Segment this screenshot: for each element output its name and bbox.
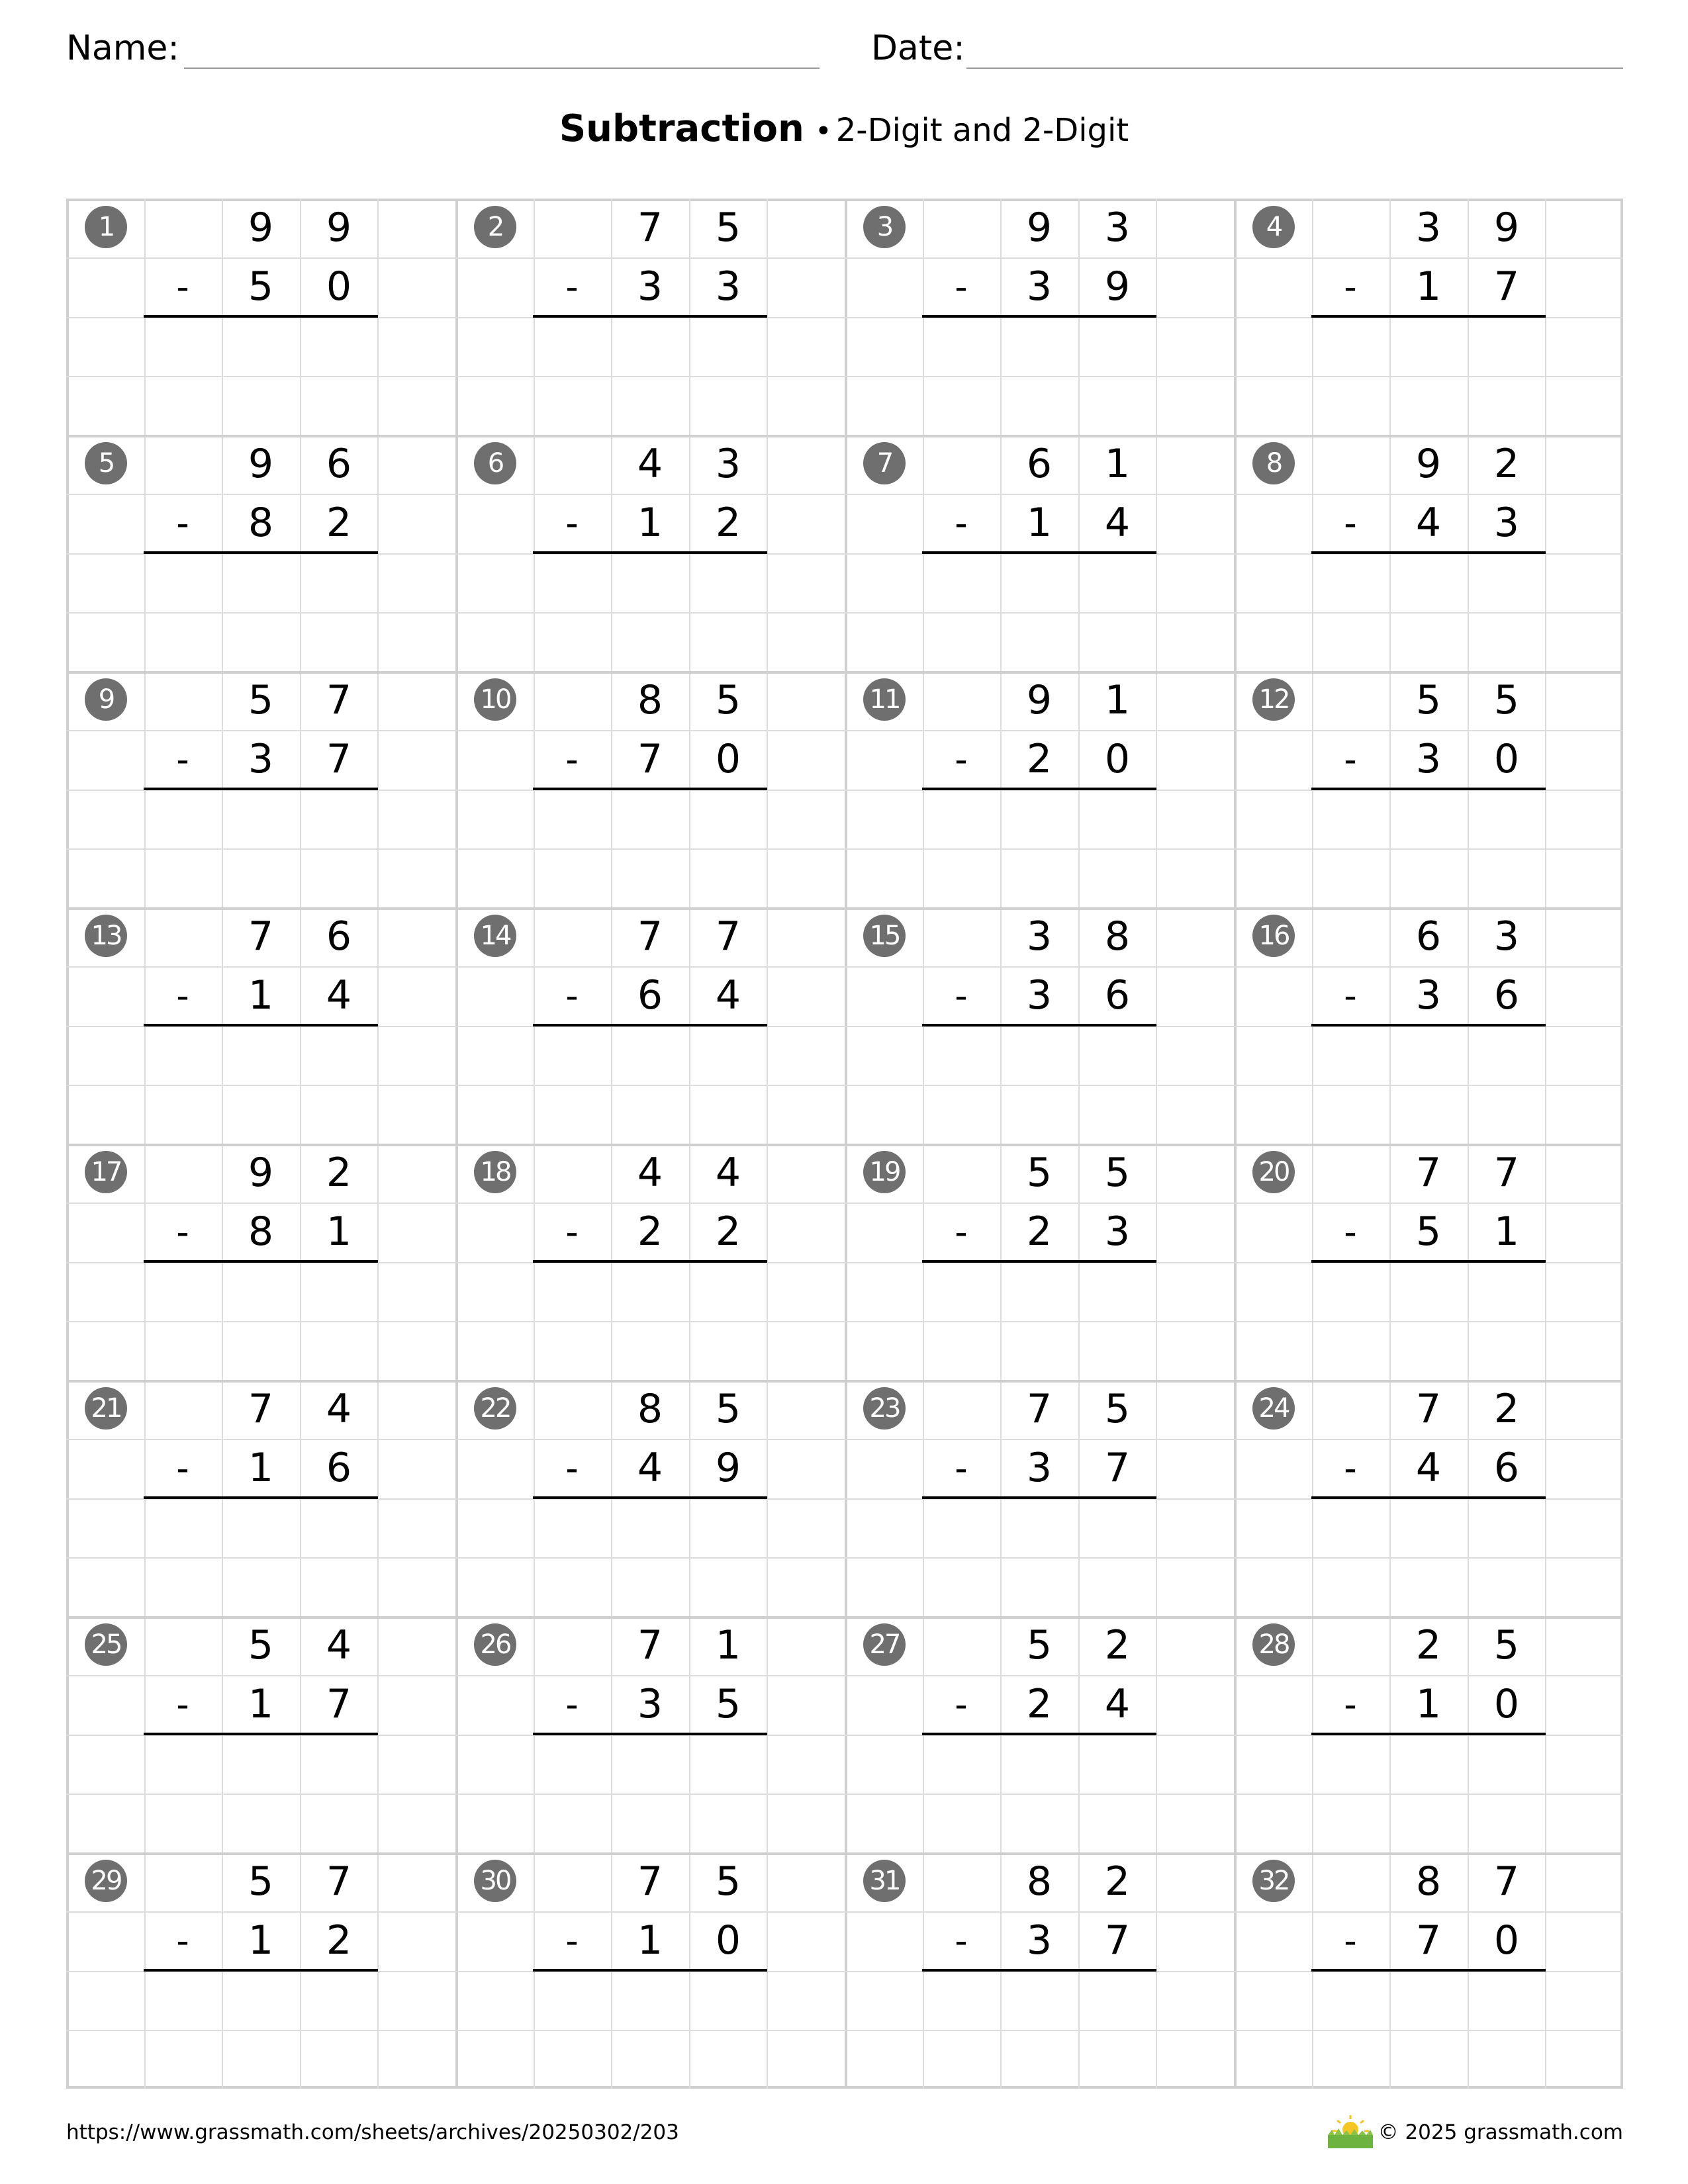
answer-area[interactable]	[144, 318, 378, 430]
minuend-ones-digit: 7	[326, 1858, 352, 1905]
problem-6	[455, 435, 845, 671]
answer-area[interactable]	[533, 1499, 767, 1612]
subtrahend-ones-digit: 7	[326, 736, 352, 782]
grass-sun-logo-icon	[1325, 2113, 1376, 2150]
subtrahend-ones-digit: 4	[715, 972, 741, 1019]
answer-area[interactable]	[533, 1735, 767, 1848]
minuend-tens-digit: 7	[1415, 1150, 1442, 1196]
subtrahend-tens-digit: 3	[637, 263, 663, 310]
subtrahend-tens-digit: 1	[1026, 500, 1053, 546]
subtrahend-ones-digit: 5	[715, 1681, 741, 1727]
answer-area[interactable]	[1311, 790, 1546, 903]
minus-sign: -	[565, 502, 579, 544]
subtrahend-ones-digit: 7	[326, 1681, 352, 1727]
title-main: Subtraction	[559, 107, 804, 150]
minuend-ones-digit: 5	[1493, 677, 1520, 723]
minuend-ones-digit: 3	[1493, 913, 1520, 960]
minus-sign: -	[176, 739, 189, 780]
problem-number-badge: 8	[1252, 442, 1295, 484]
subtrahend-tens-digit: 1	[248, 972, 274, 1019]
problem-number-badge: 10	[474, 678, 516, 721]
minuend-ones-digit: 2	[1104, 1858, 1131, 1905]
subtrahend-ones-digit: 0	[715, 736, 741, 782]
minus-sign: -	[176, 1211, 189, 1253]
answer-area[interactable]	[1311, 1735, 1546, 1848]
subtrahend-ones-digit: 2	[326, 1917, 352, 1964]
problem-28	[1234, 1616, 1623, 1852]
answer-area[interactable]	[922, 1499, 1156, 1612]
problem-number-badge: 1	[85, 206, 127, 248]
minus-sign: -	[1344, 1447, 1357, 1489]
minus-sign: -	[176, 1684, 189, 1725]
answer-area[interactable]	[144, 554, 378, 666]
subtrahend-ones-digit: 4	[326, 972, 352, 1019]
problem-number-badge: 14	[474, 915, 516, 957]
answer-area[interactable]	[1311, 1972, 1546, 2084]
subtrahend-ones-digit: 0	[1104, 736, 1131, 782]
problem-18	[455, 1144, 845, 1380]
subtrahend-ones-digit: 3	[1104, 1208, 1131, 1255]
problem-number-badge: 16	[1252, 915, 1295, 957]
subtrahend-ones-digit: 0	[1493, 1917, 1520, 1964]
problem-16	[1234, 907, 1623, 1144]
problem-number-badge: 19	[863, 1151, 906, 1193]
minus-sign: -	[565, 1684, 579, 1725]
minuend-ones-digit: 1	[1104, 677, 1131, 723]
subtrahend-tens-digit: 3	[1415, 972, 1442, 1019]
name-label: Name:	[66, 28, 179, 68]
date-line[interactable]	[966, 68, 1623, 69]
problem-10	[455, 671, 845, 907]
subtrahend-ones-digit: 7	[1104, 1445, 1131, 1491]
answer-area[interactable]	[1311, 1026, 1546, 1139]
minuend-ones-digit: 2	[1493, 441, 1520, 487]
problem-27	[845, 1616, 1234, 1852]
problem-number-badge: 31	[863, 1860, 906, 1902]
subtrahend-tens-digit: 5	[1415, 1208, 1442, 1255]
minuend-tens-digit: 7	[637, 1622, 663, 1668]
minus-sign: -	[565, 1920, 579, 1962]
answer-area[interactable]	[533, 318, 767, 430]
subtrahend-tens-digit: 1	[1415, 1681, 1442, 1727]
problem-9	[66, 671, 455, 907]
minus-sign: -	[955, 266, 968, 308]
minuend-tens-digit: 6	[1026, 441, 1053, 487]
minuend-ones-digit: 3	[1104, 205, 1131, 251]
problem-number-badge: 7	[863, 442, 906, 484]
minuend-tens-digit: 5	[248, 677, 274, 723]
subtrahend-tens-digit: 3	[1026, 1445, 1053, 1491]
subtrahend-tens-digit: 6	[637, 972, 663, 1019]
answer-area[interactable]	[1311, 318, 1546, 430]
problem-17	[66, 1144, 455, 1380]
problem-29	[66, 1852, 455, 2089]
answer-area[interactable]	[533, 554, 767, 666]
minus-sign: -	[955, 1211, 968, 1253]
subtrahend-ones-digit: 3	[715, 263, 741, 310]
minuend-ones-digit: 5	[1493, 1622, 1520, 1668]
subtrahend-tens-digit: 1	[248, 1681, 274, 1727]
minus-sign: -	[1344, 266, 1357, 308]
problem-32	[1234, 1852, 1623, 2089]
problem-number-badge: 18	[474, 1151, 516, 1193]
minus-sign: -	[955, 1920, 968, 1962]
minuend-ones-digit: 1	[1104, 441, 1131, 487]
subtrahend-tens-digit: 4	[1415, 500, 1442, 546]
answer-area[interactable]	[1311, 1263, 1546, 1375]
minuend-ones-digit: 2	[1493, 1386, 1520, 1432]
problem-number-badge: 2	[474, 206, 516, 248]
subtrahend-tens-digit: 1	[248, 1917, 274, 1964]
minuend-ones-digit: 5	[1104, 1386, 1131, 1432]
problem-26	[455, 1616, 845, 1852]
minuend-tens-digit: 7	[637, 1858, 663, 1905]
answer-area[interactable]	[922, 318, 1156, 430]
minuend-tens-digit: 7	[1026, 1386, 1053, 1432]
answer-area[interactable]	[1311, 1499, 1546, 1612]
minuend-tens-digit: 8	[637, 1386, 663, 1432]
subtrahend-tens-digit: 1	[248, 1445, 274, 1491]
problem-number-badge: 5	[85, 442, 127, 484]
problem-number-badge: 24	[1252, 1387, 1295, 1430]
minuend-tens-digit: 3	[1026, 913, 1053, 960]
answer-area[interactable]	[144, 1026, 378, 1139]
answer-area[interactable]	[922, 554, 1156, 666]
minus-sign: -	[1344, 1684, 1357, 1725]
minuend-tens-digit: 5	[248, 1858, 274, 1905]
subtrahend-tens-digit: 5	[248, 263, 274, 310]
problem-number-badge: 22	[474, 1387, 516, 1430]
problem-4	[1234, 199, 1623, 435]
subtrahend-ones-digit: 6	[326, 1445, 352, 1491]
minuend-tens-digit: 5	[248, 1622, 274, 1668]
problem-number-badge: 9	[85, 678, 127, 721]
minuend-ones-digit: 4	[715, 1150, 741, 1196]
title-bullet: •	[814, 114, 832, 148]
minuend-ones-digit: 5	[1104, 1150, 1131, 1196]
minuend-ones-digit: 7	[715, 913, 741, 960]
minus-sign: -	[176, 266, 189, 308]
subtrahend-ones-digit: 9	[1104, 263, 1131, 310]
minuend-tens-digit: 5	[1026, 1622, 1053, 1668]
subtrahend-tens-digit: 4	[637, 1445, 663, 1491]
minuend-tens-digit: 5	[1415, 677, 1442, 723]
problem-2	[455, 199, 845, 435]
problem-number-badge: 3	[863, 206, 906, 248]
problem-19	[845, 1144, 1234, 1380]
minuend-tens-digit: 2	[1415, 1622, 1442, 1668]
problem-3	[845, 199, 1234, 435]
subtrahend-tens-digit: 3	[1026, 972, 1053, 1019]
minus-sign: -	[176, 975, 189, 1017]
minuend-tens-digit: 4	[637, 441, 663, 487]
minuend-ones-digit: 5	[715, 205, 741, 251]
minuend-ones-digit: 7	[326, 677, 352, 723]
answer-area[interactable]	[922, 1026, 1156, 1139]
minus-sign: -	[565, 739, 579, 780]
minus-sign: -	[565, 1447, 579, 1489]
answer-area[interactable]	[1311, 554, 1546, 666]
problem-13	[66, 907, 455, 1144]
answer-area[interactable]	[533, 1263, 767, 1375]
problem-number-badge: 28	[1252, 1623, 1295, 1666]
minuend-ones-digit: 2	[326, 1150, 352, 1196]
subtrahend-tens-digit: 3	[1026, 1917, 1053, 1964]
problem-number-badge: 15	[863, 915, 906, 957]
problem-number-badge: 20	[1252, 1151, 1295, 1193]
answer-area[interactable]	[533, 1026, 767, 1139]
problem-31	[845, 1852, 1234, 2089]
minuend-tens-digit: 9	[1026, 677, 1053, 723]
minuend-ones-digit: 4	[326, 1622, 352, 1668]
subtrahend-tens-digit: 3	[637, 1681, 663, 1727]
subtrahend-ones-digit: 2	[715, 500, 741, 546]
minuend-tens-digit: 7	[248, 1386, 274, 1432]
answer-area[interactable]	[922, 1735, 1156, 1848]
minus-sign: -	[955, 502, 968, 544]
minuend-ones-digit: 9	[1493, 205, 1520, 251]
problem-20	[1234, 1144, 1623, 1380]
subtrahend-tens-digit: 8	[248, 500, 274, 546]
minuend-tens-digit: 9	[1415, 441, 1442, 487]
minuend-tens-digit: 3	[1415, 205, 1442, 251]
date-label: Date:	[871, 28, 965, 68]
subtrahend-ones-digit: 7	[1104, 1917, 1131, 1964]
answer-area[interactable]	[533, 1972, 767, 2084]
minuend-ones-digit: 8	[1104, 913, 1131, 960]
minuend-tens-digit: 4	[637, 1150, 663, 1196]
minuend-ones-digit: 6	[326, 913, 352, 960]
minuend-ones-digit: 7	[1493, 1858, 1520, 1905]
minuend-tens-digit: 5	[1026, 1150, 1053, 1196]
problem-number-badge: 21	[85, 1387, 127, 1430]
minus-sign: -	[955, 739, 968, 780]
problem-14	[455, 907, 845, 1144]
minus-sign: -	[176, 1920, 189, 1962]
subtrahend-ones-digit: 0	[326, 263, 352, 310]
minus-sign: -	[955, 1684, 968, 1725]
subtrahend-tens-digit: 2	[1026, 1208, 1053, 1255]
answer-area[interactable]	[144, 1263, 378, 1375]
answer-area[interactable]	[922, 790, 1156, 903]
answer-area[interactable]	[144, 1499, 378, 1612]
subtrahend-tens-digit: 8	[248, 1208, 274, 1255]
minuend-tens-digit: 7	[637, 205, 663, 251]
problem-1	[66, 199, 455, 435]
subtrahend-tens-digit: 2	[1026, 1681, 1053, 1727]
minuend-tens-digit: 6	[1415, 913, 1442, 960]
problem-24	[1234, 1380, 1623, 1616]
minuend-ones-digit: 7	[1493, 1150, 1520, 1196]
subtrahend-tens-digit: 4	[1415, 1445, 1442, 1491]
subtrahend-ones-digit: 1	[1493, 1208, 1520, 1255]
subtrahend-tens-digit: 3	[248, 736, 274, 782]
minus-sign: -	[565, 975, 579, 1017]
minuend-ones-digit: 5	[715, 1386, 741, 1432]
answer-area[interactable]	[144, 1735, 378, 1848]
subtrahend-tens-digit: 1	[637, 500, 663, 546]
subtrahend-tens-digit: 3	[1415, 736, 1442, 782]
problem-number-badge: 17	[85, 1151, 127, 1193]
minuend-ones-digit: 3	[715, 441, 741, 487]
subtrahend-ones-digit: 3	[1493, 500, 1520, 546]
worksheet-title	[0, 106, 1688, 155]
problem-12	[1234, 671, 1623, 907]
problem-number-badge: 30	[474, 1860, 516, 1902]
minuend-ones-digit: 4	[326, 1386, 352, 1432]
minuend-tens-digit: 9	[248, 1150, 274, 1196]
answer-area[interactable]	[144, 1972, 378, 2084]
problem-7	[845, 435, 1234, 671]
problem-number-badge: 27	[863, 1623, 906, 1666]
minuend-ones-digit: 5	[715, 677, 741, 723]
minus-sign: -	[565, 1211, 579, 1253]
subtrahend-ones-digit: 4	[1104, 1681, 1131, 1727]
problem-number-badge: 25	[85, 1623, 127, 1666]
subtrahend-tens-digit: 2	[637, 1208, 663, 1255]
answer-area[interactable]	[144, 790, 378, 903]
answer-area[interactable]	[922, 1263, 1156, 1375]
minus-sign: -	[176, 1447, 189, 1489]
minus-sign: -	[1344, 739, 1357, 780]
problem-8	[1234, 435, 1623, 671]
minus-sign: -	[1344, 1920, 1357, 1962]
minus-sign: -	[176, 502, 189, 544]
subtrahend-ones-digit: 0	[1493, 1681, 1520, 1727]
problem-number-badge: 4	[1252, 206, 1295, 248]
subtrahend-ones-digit: 0	[715, 1917, 741, 1964]
minuend-tens-digit: 9	[248, 205, 274, 251]
minus-sign: -	[1344, 975, 1357, 1017]
minus-sign: -	[955, 975, 968, 1017]
problem-15	[845, 907, 1234, 1144]
subtrahend-ones-digit: 6	[1493, 1445, 1520, 1491]
subtrahend-tens-digit: 3	[1026, 263, 1053, 310]
minuend-ones-digit: 5	[715, 1858, 741, 1905]
problem-21	[66, 1380, 455, 1616]
subtrahend-ones-digit: 1	[326, 1208, 352, 1255]
problem-number-badge: 23	[863, 1387, 906, 1430]
problem-number-badge: 11	[863, 678, 906, 721]
problem-23	[845, 1380, 1234, 1616]
subtrahend-ones-digit: 6	[1493, 972, 1520, 1019]
subtrahend-tens-digit: 1	[1415, 263, 1442, 310]
subtrahend-tens-digit: 1	[637, 1917, 663, 1964]
minuend-tens-digit: 9	[248, 441, 274, 487]
subtrahend-ones-digit: 7	[1493, 263, 1520, 310]
subtrahend-ones-digit: 6	[1104, 972, 1131, 1019]
problem-number-badge: 6	[474, 442, 516, 484]
answer-area[interactable]	[922, 1972, 1156, 2084]
subtrahend-ones-digit: 9	[715, 1445, 741, 1491]
minuend-tens-digit: 7	[637, 913, 663, 960]
minuend-ones-digit: 6	[326, 441, 352, 487]
problem-22	[455, 1380, 845, 1616]
minuend-tens-digit: 8	[1026, 1858, 1053, 1905]
minuend-tens-digit: 9	[1026, 205, 1053, 251]
subtrahend-tens-digit: 2	[1026, 736, 1053, 782]
problem-5	[66, 435, 455, 671]
minuend-ones-digit: 2	[1104, 1622, 1131, 1668]
subtrahend-tens-digit: 7	[1415, 1917, 1442, 1964]
footer-copyright: © 2025 grassmath.com	[1378, 2120, 1623, 2144]
problem-30	[455, 1852, 845, 2089]
problem-number-badge: 26	[474, 1623, 516, 1666]
minuend-tens-digit: 7	[248, 913, 274, 960]
minuend-tens-digit: 8	[1415, 1858, 1442, 1905]
name-line[interactable]	[184, 68, 820, 69]
minuend-ones-digit: 1	[715, 1622, 741, 1668]
problem-number-badge: 29	[85, 1860, 127, 1902]
minuend-tens-digit: 8	[637, 677, 663, 723]
problem-number-badge: 13	[85, 915, 127, 957]
subtrahend-ones-digit: 0	[1493, 736, 1520, 782]
problem-number-badge: 12	[1252, 678, 1295, 721]
title-subtitle: 2-Digit and 2-Digit	[835, 112, 1129, 149]
problem-number-badge: 32	[1252, 1860, 1295, 1902]
minus-sign: -	[565, 266, 579, 308]
subtrahend-ones-digit: 4	[1104, 500, 1131, 546]
subtrahend-ones-digit: 2	[326, 500, 352, 546]
footer-url[interactable]: https://www.grassmath.com/sheets/archives/20250302/203	[66, 2120, 679, 2144]
answer-area[interactable]	[533, 790, 767, 903]
minuend-ones-digit: 9	[326, 205, 352, 251]
subtrahend-tens-digit: 7	[637, 736, 663, 782]
minus-sign: -	[955, 1447, 968, 1489]
problem-25	[66, 1616, 455, 1852]
minus-sign: -	[1344, 502, 1357, 544]
problem-11	[845, 671, 1234, 907]
subtrahend-ones-digit: 2	[715, 1208, 741, 1255]
minus-sign: -	[1344, 1211, 1357, 1253]
minuend-tens-digit: 7	[1415, 1386, 1442, 1432]
